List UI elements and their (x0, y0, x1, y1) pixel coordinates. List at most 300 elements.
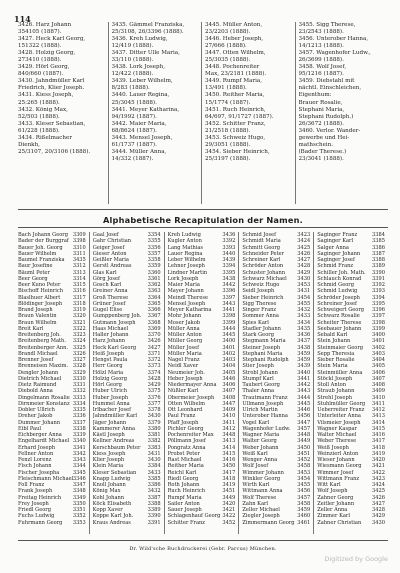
printer-footer: Dr. Wild'sche Buchdruckerei (Gebr. Parcus) München. (129, 546, 277, 552)
index-name: Brenneisen Maxim. (18, 363, 69, 370)
index-name: Ueberreiter Franz (317, 407, 365, 413)
index-name: Jäger Johann (92, 419, 127, 426)
index-name: Salger Anna (317, 244, 349, 251)
register-line: 68/8624 (1887). (111, 127, 157, 134)
index-name: Stöckl Joseph (317, 375, 353, 382)
index-number: 3438 (297, 344, 311, 351)
index-name: Brand Joseph (18, 307, 53, 313)
index-number: 3390 (147, 513, 161, 520)
register-line: 3444. Müller Anna, (111, 148, 167, 155)
index-name: Baur Josefine (18, 263, 53, 270)
section-divider-top (18, 209, 388, 210)
index-number: 3387 (147, 494, 161, 501)
index-number: 3329 (72, 369, 86, 376)
index-number: 3448 (297, 432, 311, 438)
index-number: 3454 (297, 475, 311, 482)
index-number: 3425 (372, 488, 385, 495)
index-name: Schwarz Rosalie (317, 313, 360, 320)
index-name: Steiner Joseph (242, 344, 281, 351)
index-name: Stephani Rudolph (242, 357, 289, 363)
index-name: Gosch Karl (92, 282, 122, 288)
index-number: 3340 (72, 438, 86, 445)
index-name: Wolf Josef (242, 463, 269, 470)
index-number: 3309 (72, 232, 86, 238)
index-number: 3409 (222, 407, 236, 413)
index-name: Wolf Joseph (317, 488, 348, 495)
index-number: 3450 (297, 444, 311, 451)
index-number: 3416 (222, 457, 236, 463)
index-number: 3412 (372, 407, 385, 413)
register-line: 3434. Rißelmacher (18, 134, 72, 141)
index-name: Meindl Therese (167, 294, 209, 301)
index-name: Schmid Franz (317, 263, 354, 270)
watermark: Digitized by Google (324, 555, 388, 563)
index-number: 3373 (147, 363, 161, 370)
index-number: 3386 (147, 482, 161, 488)
index-name: Stephani Maria (242, 350, 283, 357)
index-number: 3423 (372, 475, 385, 482)
register-line: 14/332 (1887). (111, 155, 154, 162)
index-number: 3345 (72, 469, 86, 476)
index-number: 3455 (297, 482, 311, 488)
index-number: 3413 (222, 438, 236, 445)
register-line: 3447. Otten Wilhelm, (205, 50, 266, 57)
index-number: 3444 (297, 394, 311, 401)
index-number: 3432 (297, 307, 311, 313)
index-number: 3430 (147, 413, 161, 420)
index-name: Unterleiter Anna (317, 413, 361, 420)
index-name: Moser Jakob (167, 319, 201, 326)
index-number: 3323 (72, 332, 86, 338)
index-number: 3411 (222, 419, 236, 426)
index-name: Dirnmeier Konstanz (18, 400, 70, 407)
index-name: Schröder Anton (242, 263, 284, 270)
index-name: Schweiz Hugo (242, 282, 280, 288)
register-column (201, 22, 295, 204)
index-name: Fischer Josepha (18, 469, 60, 476)
register-line: Brauer Rosalie, (298, 99, 343, 106)
register-line: 3452. Schitter Franz, (205, 120, 266, 127)
register-line: 3456. Unterober Hanna, (298, 36, 369, 43)
index-name: Kraus Andreas (92, 519, 131, 526)
index-number: 3441 (222, 307, 236, 313)
index-name: Gaal Josef (92, 232, 119, 238)
index-name: Lang Mathias (167, 244, 204, 251)
index-name: Kästl Joseph (92, 432, 125, 438)
index-name: Spies Karl (242, 319, 269, 326)
name-index (18, 232, 388, 534)
index-number: 3326 (72, 350, 86, 357)
index-number: 3374 (147, 369, 161, 376)
index-number: 3444 (222, 325, 236, 332)
register-line: (Bader Therese.) (298, 148, 347, 155)
index-number: 3457 (297, 425, 311, 432)
index-name: Rumpf Maria (167, 494, 202, 501)
index-number: 3408 (372, 382, 385, 388)
index-name: Vogel Karl (242, 419, 270, 426)
index-name: Gieser Anton (92, 250, 127, 257)
index-number: 3406 (222, 382, 236, 388)
index-name: Wagenhofer Ludw. (242, 425, 291, 432)
index-name: Heiß Joseph (92, 350, 125, 357)
index-number: 3424 (297, 238, 311, 245)
index-name: Dingelmann Rosalie (18, 394, 70, 401)
index-name: Gahr Christian (92, 238, 132, 245)
index-name: Wimmer Johann (242, 469, 284, 476)
index-name: Singer Franz (242, 307, 277, 313)
index-name: Braun Valentin (18, 313, 57, 320)
index-number: 3366 (147, 307, 161, 313)
index-number: 3399 (222, 319, 236, 326)
index-number: 3420 (222, 500, 236, 507)
index-number: 3441 (297, 375, 311, 382)
index-number: 3403 (372, 350, 385, 357)
register-line: 3430. Jahndmüller Karl (18, 78, 85, 85)
index-number: 3394 (222, 263, 236, 270)
index-number: 3398 (372, 319, 385, 326)
index-number: 3327 (72, 357, 86, 363)
index-entry (93, 520, 161, 526)
index-number: 3455 (297, 300, 311, 307)
index-name: Sebald Karl (317, 332, 348, 338)
index-entry (317, 520, 385, 526)
register-line: 95/1216 (1887). (298, 71, 344, 78)
index-number: 3368 (147, 319, 161, 326)
index-name: Meyer Katharina (167, 307, 212, 313)
register-line: 3443. Mensel Joseph, (111, 134, 173, 141)
index-name: Weiß Karl (242, 450, 268, 457)
index-number: 3388 (372, 257, 385, 263)
index-number: 3453 (297, 469, 311, 476)
index-name: Paul Franz (167, 413, 196, 420)
index-number: 3439 (297, 363, 311, 370)
register-line: 840/660 (1887). (18, 71, 64, 78)
index-number: 3446 (297, 407, 311, 413)
index-number: 3332 (72, 388, 86, 395)
index-number: 3381 (147, 432, 161, 438)
register-line: 3457. Wagenhofer Ludw., (298, 50, 371, 57)
index-name: Wimmer Josef (317, 469, 354, 476)
index-number: 3413 (372, 413, 385, 420)
register-line: 3437. Ditter Ulle Maria, (111, 50, 180, 57)
index-name: Neumeier Joh. (167, 369, 205, 376)
index-number: 3379 (147, 419, 161, 426)
index-number: 3396 (222, 288, 236, 295)
index-number: 3442 (222, 282, 236, 288)
index-name: Kohl Johann (92, 494, 125, 501)
register-line: 354105 (1887). (18, 29, 62, 36)
index-name: Dietz Raimund (18, 382, 57, 388)
index-number: 3407 (372, 375, 385, 382)
index-name: Pochenreiter Max (167, 432, 214, 438)
index-name: Pfaff Joseph (167, 419, 199, 426)
index-name: Breitenberger Ann. (18, 344, 69, 351)
index-number: 3445 (297, 400, 311, 407)
index-name: Friedl Georg (18, 507, 51, 513)
index-number: 3460 (297, 513, 311, 520)
index-number: 3330 (72, 375, 86, 382)
register-line: 151322 (1888). (18, 43, 62, 50)
index-name: Kerschbaum Peter (92, 444, 141, 451)
index-name: Gerstl Andreas (92, 263, 132, 270)
index-name: Wenger Anna (242, 457, 278, 463)
register-line: 3432. König Max, (18, 106, 68, 113)
index-name: Kugler Anton (167, 238, 202, 245)
index-name: Walter Michael (317, 432, 357, 438)
index-name: Zimmermann Georg (242, 519, 295, 526)
index-number: 3315 (72, 282, 86, 288)
index-number: 3408 (222, 394, 236, 401)
index-name: Knoll Johann (92, 482, 126, 488)
index-name: Stein Maria (317, 363, 348, 370)
index-name: Sommer Anna (242, 313, 279, 320)
index-number: 3320 (72, 313, 86, 320)
index-number: 3415 (372, 425, 385, 432)
index-number: 3401 (222, 344, 236, 351)
index-number: 3322 (72, 325, 86, 332)
index-number: 3457 (297, 494, 311, 501)
index-name: Frey Joseph (18, 500, 49, 507)
index-name: Heck Karl Georg (92, 344, 137, 351)
index-name: Schreiner Josef (317, 300, 357, 307)
index-name: Schitter Franz (167, 519, 205, 526)
index-name: Reichl Karl (167, 469, 197, 476)
index-number: 3404 (372, 357, 385, 363)
index-name: Herr Georg (92, 363, 123, 370)
register-line: 273410 (1888). (18, 57, 62, 64)
index-number: 3429 (372, 513, 385, 520)
index-number: 3399 (372, 325, 385, 332)
index-number: 3356 (147, 244, 161, 251)
index-number: 3378 (147, 407, 161, 413)
index-number: 3396 (372, 307, 385, 313)
index-name: Bader der Burggraf (18, 238, 69, 245)
index-name: Holzig Georg (92, 375, 127, 382)
index-number: 3446 (222, 375, 236, 382)
index-number: 3324 (72, 338, 86, 345)
index-number: 3339 (72, 432, 86, 438)
index-name: Weber Johann (242, 444, 279, 451)
index-number: 3440 (222, 250, 236, 257)
index-number: 3420 (372, 457, 385, 463)
index-name: Foll Franz (18, 482, 45, 488)
index-number: 3314 (72, 275, 86, 282)
index-number: 3430 (147, 457, 161, 463)
index-name: Harz Johann (92, 338, 126, 345)
register-line: 61/1737 (1887). (111, 141, 157, 148)
index-name: Lauer Regina (167, 250, 203, 257)
register-line: 13/491 (1888). (205, 85, 247, 92)
index-number: 3428 (147, 375, 161, 382)
index-number: 3409 (372, 388, 385, 395)
index-name: Diebold Anna (18, 388, 53, 395)
index-number: 3385 (147, 475, 161, 482)
index-number: 3386 (372, 244, 385, 251)
index-number: 3376 (147, 394, 161, 401)
register-line: 3439. Leber Wilhelm, (111, 78, 173, 85)
index-number: 3351 (72, 507, 86, 513)
index-number: 3410 (222, 413, 236, 420)
index-name: Sailer Anton (167, 500, 200, 507)
register-line: 3427. Heck Karl Georg, (18, 36, 86, 43)
index-name: Huber Joseph (92, 394, 129, 401)
index-name: Saginger Franz (317, 232, 358, 238)
index-name: Bauer Joh. Georg (18, 244, 63, 251)
index-number: 3393 (222, 244, 236, 251)
index-number: 3318 (72, 300, 86, 307)
index-name: Beer Georg (18, 275, 48, 282)
index-number: 3429 (297, 269, 311, 276)
index-number: 3353 (72, 519, 86, 526)
index-name: Seebauer Johann (317, 325, 362, 332)
index-number: 3371 (147, 350, 161, 357)
index-number: 3343 (72, 457, 86, 463)
index-number: 3359 (147, 263, 161, 270)
register-line: 25/3045 (1888). (111, 99, 157, 106)
index-name: Schmitt Georg (242, 244, 281, 251)
index-number: 3436 (297, 332, 311, 338)
index-number: 3352 (72, 513, 86, 520)
index-number: 3422 (372, 469, 385, 476)
index-name: Strehl Joseph (317, 394, 352, 401)
index-name: Stier Joseph (242, 363, 274, 370)
index-number: 3447 (297, 419, 311, 426)
index-number: 3336 (72, 413, 86, 420)
index-column (18, 232, 89, 534)
index-name: Schuster Johann (242, 269, 286, 276)
index-column (238, 232, 313, 534)
index-name: Wieser Johann (317, 457, 355, 463)
index-number: 3312 (72, 263, 86, 270)
index-number: 3389 (147, 507, 161, 513)
index-name: Sieber Heinrich (242, 294, 284, 301)
index-name: Wagner Maria (242, 432, 280, 438)
register-line: 3458. Wolf Josef, (298, 64, 347, 71)
register-line: Friedrich, Klier Joseph. (18, 85, 85, 92)
register-line: 3460. Verlor. Wander- (298, 127, 361, 134)
index-number: 3402 (222, 350, 236, 357)
index-name: Gumppenberg Joh. (92, 313, 142, 320)
index-name: Sauer Joseph (167, 507, 202, 513)
index-name: Köck Elisabeth (92, 500, 132, 507)
index-name: Knapp Ludwig (92, 475, 131, 482)
index-number: 3434 (297, 319, 311, 326)
index-name: Hengst Paula (92, 357, 128, 363)
register-line: 3428. Holzig Georg, (18, 50, 76, 57)
index-name: Baumel Franziska (18, 257, 65, 263)
index-number: 3404 (222, 363, 236, 370)
index-name: Hörl Georg (92, 382, 122, 388)
index-number: 3461 (297, 519, 311, 526)
index-number: 3346 (72, 475, 86, 482)
footer-divider (18, 540, 388, 541)
index-name: Fleischmann Michael (18, 475, 73, 482)
index-number: 3436 (222, 232, 236, 238)
index-number: 3377 (147, 400, 161, 407)
register-line: 3446. Heber Joseph, (205, 36, 264, 43)
index-name: Geißler Maria (92, 257, 129, 263)
index-name: Wolf Therese (242, 494, 277, 501)
index-name: Gugel Elise (92, 307, 123, 313)
index-name: Pichler Georg (167, 425, 204, 432)
index-number: 3417 (372, 438, 385, 445)
index-number: 3419 (222, 482, 236, 488)
index-name: Huber Ulrich (92, 388, 127, 395)
register-line: 26/3699 (1888). (298, 57, 344, 64)
index-name: Maier Maria (167, 282, 200, 288)
index-name: Haas Michael (92, 325, 129, 332)
register-line: 25/3108, 26/3396 (1888). (111, 29, 184, 36)
index-name: Fenzl Lorenz (18, 457, 52, 463)
index-name: Breitenberg Joh. (18, 332, 61, 338)
register-line: 61/228 (1888). (18, 127, 60, 134)
index-number: 3321 (72, 319, 86, 326)
index-number: 3445 (222, 332, 236, 338)
index-number: 3437 (297, 338, 311, 345)
index-name: Kiess Joseph (92, 450, 126, 457)
register-column (295, 22, 389, 204)
index-number: 3450 (222, 463, 236, 470)
index-number: 3459 (297, 357, 311, 363)
register-line: Dienkh, (18, 141, 40, 148)
index-name: Dietrich Michael (18, 375, 62, 382)
index-name: Schmid Georg (317, 282, 354, 288)
index-name: Saginger Johann (317, 250, 361, 257)
index-name: Vilsmeier Joseph (317, 419, 361, 426)
index-name: Thaler Anna (242, 388, 275, 395)
index-number: 3426 (372, 494, 385, 501)
index-number: 3421 (372, 463, 385, 470)
register-line: 25/3107, 20/3106 (1888). (18, 148, 91, 155)
register-line: Stephani Rudolph.) (298, 113, 354, 120)
index-number: 3419 (372, 450, 385, 457)
index-number: 3325 (72, 344, 86, 351)
index-number: 3317 (72, 294, 86, 301)
index-name: Bäuml Peter (18, 269, 50, 276)
register-line: 94/1992 (1887). (111, 113, 157, 120)
index-name: Scheiter Therese (317, 319, 362, 326)
index-number: 3313 (72, 269, 86, 276)
index-number: 3449 (297, 438, 311, 445)
index-name: Engelhardt Michael (18, 438, 70, 445)
index-name: Mensel Joseph (167, 300, 206, 307)
register-line: 25/3035 (1888). (205, 57, 251, 64)
index-name: Nüßler Karl (167, 388, 199, 395)
index-number: 3427 (297, 257, 311, 263)
register-line: 3438. Lork Joseph, (111, 64, 165, 71)
register-line: 3436. Kreh Ludwig, (111, 36, 168, 43)
index-number: 3385 (372, 238, 385, 245)
register-line: 3448. Pochenreiter (205, 64, 260, 71)
index-number: 3311 (72, 250, 86, 257)
index-name: Zahn Karl (242, 500, 269, 507)
index-number: 3433 (147, 469, 161, 476)
index-name: Groß Therese (92, 294, 129, 301)
index-name: Zimmer Karl (317, 513, 350, 520)
index-name: Greiner Anna (92, 288, 128, 295)
index-number: 3407 (222, 388, 236, 395)
index-number: 3449 (222, 494, 236, 501)
index-name: Fuhrmann Georg (18, 519, 63, 526)
index-number: 3367 (147, 313, 161, 320)
index-number: 3432 (147, 488, 161, 495)
index-number: 3337 (72, 419, 86, 426)
index-number: 3425 (297, 244, 311, 251)
index-name: Kreh Ludwig (167, 232, 201, 238)
register-line: 8/283 (1888). (111, 85, 150, 92)
index-number: 3344 (72, 463, 86, 470)
register-line: Stephani Maria, (298, 106, 345, 113)
